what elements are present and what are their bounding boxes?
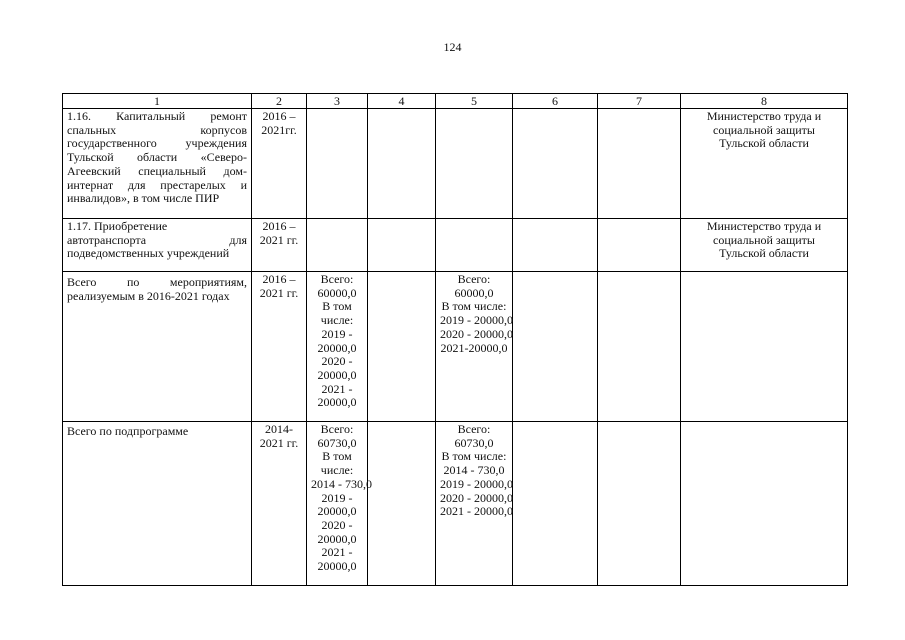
column-header-4: 4 <box>368 94 436 109</box>
cell-col3 <box>307 219 368 272</box>
cell-line: 1.17. Приобретение <box>67 219 168 233</box>
cell-line: Всего: <box>320 422 354 436</box>
cell-col4 <box>368 422 436 586</box>
cell-line: спальных корпусов <box>67 122 247 137</box>
cell-line: автотранспорта для <box>67 232 247 247</box>
cell-col4 <box>368 219 436 272</box>
cell-line: социальной защиты <box>713 122 815 137</box>
table-row <box>63 109 848 219</box>
cell-line: 2019 - 20000,0 <box>440 313 513 328</box>
cell-line: 2021 - <box>321 381 353 396</box>
cell-measure-name <box>63 109 252 219</box>
cell-line: 20000,0 <box>317 531 357 546</box>
cell-line: 2016 – <box>262 272 296 286</box>
cell-line: 60000,0 <box>454 285 494 300</box>
cell-line: В том <box>322 449 352 464</box>
cell-line: 20000,0 <box>317 504 357 519</box>
cell-col5 <box>436 272 513 422</box>
cell-col5 <box>436 422 513 586</box>
cell-line: В том <box>322 299 352 314</box>
cell-line: числе: <box>320 313 354 328</box>
table-row <box>63 272 848 422</box>
cell-measure-name <box>63 272 252 422</box>
cell-line: 2021 - <box>321 545 353 560</box>
cell-col5 <box>436 109 513 219</box>
cell-col3 <box>307 272 368 422</box>
cell-line: 2020 - 20000,0 <box>440 490 513 505</box>
cell-line: Всего: <box>457 272 491 286</box>
cell-line: Агеевский специальный дом- <box>67 163 247 178</box>
cell-col7 <box>598 219 681 272</box>
cell-line: реализуемым в 2016-2021 годах <box>67 288 230 303</box>
cell-line: 20000,0 <box>317 367 357 382</box>
cell-period <box>252 422 307 586</box>
cell-line: государственного учреждения <box>67 136 247 151</box>
cell-line: 1.16. Капитальный ремонт <box>67 109 247 123</box>
cell-line: 2014 - 730,0 <box>311 476 372 491</box>
cell-line: 2020 - <box>321 354 353 369</box>
cell-line: 2014- <box>265 422 293 436</box>
cell-period <box>252 219 307 272</box>
cell-line: социальной защиты <box>713 232 815 247</box>
cell-line: инвалидов», в том числе ПИР <box>67 191 220 206</box>
cell-col4 <box>368 109 436 219</box>
page-number: 124 <box>443 40 462 54</box>
cell-executor <box>681 272 848 422</box>
cell-col5 <box>436 219 513 272</box>
cell-period <box>252 109 307 219</box>
cell-col4 <box>368 272 436 422</box>
cell-line: Министерство труда и <box>706 109 822 123</box>
cell-line: В том числе: <box>441 449 507 464</box>
cell-col6 <box>513 109 598 219</box>
header-row <box>63 94 848 109</box>
cell-line: 60000,0 <box>317 285 357 300</box>
cell-line: 2019 - <box>321 326 353 341</box>
cell-line: 20000,0 <box>317 395 357 410</box>
cell-col7 <box>598 109 681 219</box>
cell-measure-name <box>63 219 252 272</box>
cell-line: В том числе: <box>441 299 507 314</box>
cell-line: Тульской области <box>719 246 809 261</box>
cell-executor <box>681 219 848 272</box>
cell-col7 <box>598 272 681 422</box>
cell-line: Тульской области «Северо- <box>67 150 247 165</box>
cell-line: числе: <box>320 463 354 478</box>
cell-line: 2014 - 730,0 <box>443 463 505 478</box>
table-row <box>63 219 848 272</box>
column-header-5: 5 <box>436 94 513 109</box>
column-header-6: 6 <box>513 94 598 109</box>
cell-col7 <box>598 422 681 586</box>
cell-line: 2021-20000,0 <box>440 340 508 355</box>
cell-measure-name <box>63 422 252 586</box>
table-row <box>63 422 848 586</box>
cell-line: 2020 - <box>321 517 353 532</box>
cell-line: 2016 – <box>262 109 296 123</box>
cell-line: 2016 – <box>262 219 296 233</box>
cell-line: 2020 - 20000,0 <box>440 326 513 341</box>
column-header-8: 8 <box>681 94 848 109</box>
column-header-3: 3 <box>307 94 368 109</box>
cell-col3 <box>307 422 372 586</box>
cell-line: 60730,0 <box>454 435 494 450</box>
cell-line: 20000,0 <box>317 340 357 355</box>
column-header-1: 1 <box>63 94 252 109</box>
cell-line: Всего по подпрограмме <box>67 424 189 438</box>
cell-line: Всего: <box>457 422 491 436</box>
cell-line: 2021гг. <box>261 122 297 137</box>
cell-line: Тульской области <box>719 136 809 151</box>
cell-col3 <box>307 109 368 219</box>
cell-line: 2019 - 20000,0 <box>440 476 513 491</box>
column-header-7: 7 <box>598 94 681 109</box>
cell-line: 20000,0 <box>317 559 357 574</box>
cell-line: 2021 гг. <box>259 232 299 247</box>
cell-line: 2019 - <box>321 490 353 505</box>
cell-col6 <box>513 272 598 422</box>
cell-period <box>252 272 307 422</box>
cell-line: Министерство труда и <box>706 219 822 233</box>
program-table <box>62 93 848 586</box>
cell-col6 <box>513 219 598 272</box>
cell-col6 <box>513 422 598 586</box>
cell-executor <box>681 422 848 586</box>
cell-line: 2021 - 20000,0 <box>440 504 513 519</box>
cell-line: Всего: <box>320 272 354 286</box>
cell-line: 60730,0 <box>317 435 357 450</box>
cell-line: Всего по мероприятиям, <box>67 275 247 289</box>
column-header-2: 2 <box>252 94 307 109</box>
cell-line: интернат для престарелых и <box>67 177 247 192</box>
cell-line: подведомственных учреждений <box>67 246 230 261</box>
cell-line: 2021 гг. <box>259 285 299 300</box>
cell-executor <box>681 109 848 219</box>
cell-line: 2021 гг. <box>259 435 299 450</box>
